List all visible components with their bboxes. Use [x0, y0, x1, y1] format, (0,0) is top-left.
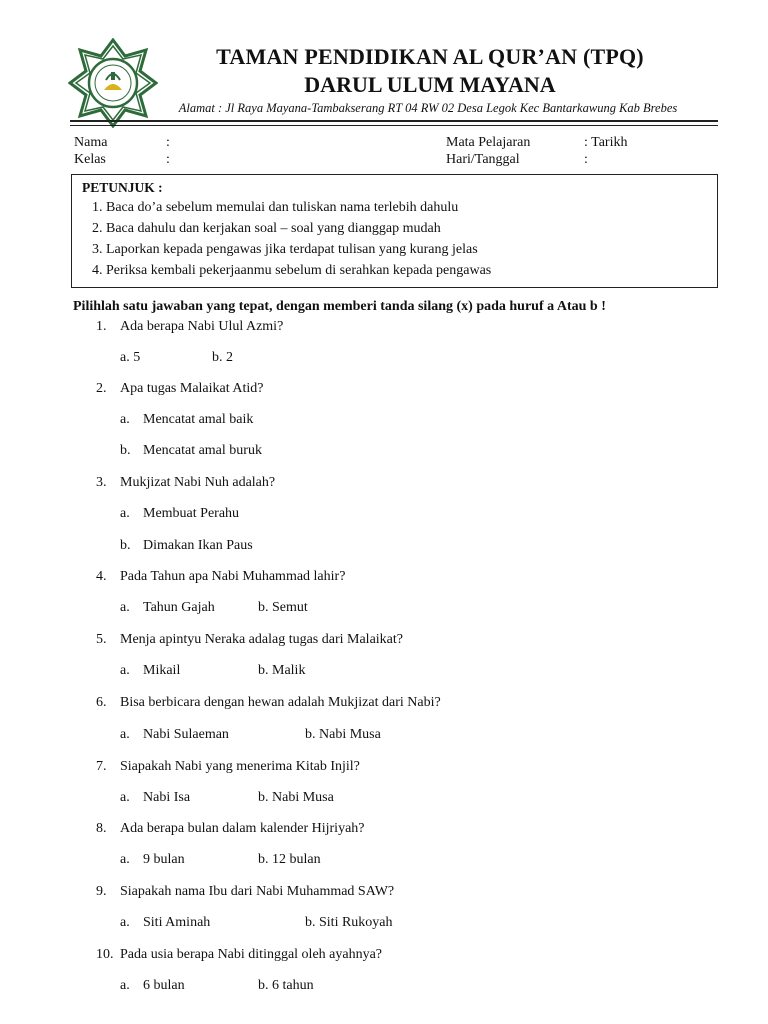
option-a-marker[interactable]: a. [120, 506, 130, 521]
question-text: Pada usia berapa Nabi ditinggal oleh ayahnya? [120, 947, 383, 962]
petunjuk-item: 3. Laporkan kepada pengawas jika terdapat tulisan yang kurang jelas [92, 242, 478, 257]
option-a[interactable]: Membuat Perahu [143, 506, 240, 521]
question-number: 6. [96, 695, 107, 710]
question-number: 9. [96, 884, 107, 899]
option-a[interactable]: 9 bulan [143, 852, 185, 867]
question-number: 5. [96, 632, 107, 647]
petunjuk-item: 2. Baca dahulu dan kerjakan soal – soal yang dianggap mudah [92, 221, 441, 236]
option-b[interactable]: b. Siti Rukoyah [305, 915, 393, 930]
school-address: Alamat : Jl Raya Mayana-Tambakserang RT 04 RW 02 Desa Legok Kec Bantarkawung Kab Brebes [178, 101, 678, 115]
option-a[interactable]: Nabi Isa [143, 790, 191, 805]
option-a-marker[interactable]: a. [120, 663, 130, 678]
kelas-colon: : [166, 152, 170, 167]
option-a-marker[interactable]: a. [120, 852, 130, 867]
option-b[interactable]: b. Nabi Musa [258, 790, 334, 805]
hari-value: : [584, 152, 588, 167]
question-text: Menja apintyu Neraka adalag tugas dari Malaikat? [120, 632, 403, 647]
nama-label: Nama [74, 135, 108, 150]
option-a[interactable]: a. 5 [120, 350, 141, 365]
instruction-text: Pilihlah satu jawaban yang tepat, dengan memberi tanda silang (x) pada huruf a Atau b ! [73, 299, 606, 314]
header-rule-thin [70, 125, 718, 126]
option-b[interactable]: b. Semut [258, 600, 308, 615]
option-b[interactable]: Dimakan Ikan Paus [143, 538, 253, 553]
question-number: 1. [96, 319, 107, 334]
question-number: 2. [96, 381, 107, 396]
question-number: 3. [96, 475, 107, 490]
kelas-label: Kelas [74, 152, 106, 167]
question-text: Siapakah nama Ibu dari Nabi Muhammad SAW? [120, 884, 395, 899]
option-b-marker[interactable]: b. [120, 538, 131, 553]
petunjuk-item: 4. Periksa kembali pekerjaanmu sebelum di serahkan kepada pengawas [92, 263, 492, 278]
option-a-marker[interactable]: a. [120, 790, 130, 805]
option-b[interactable]: b. 6 tahun [258, 978, 314, 993]
option-a-marker[interactable]: a. [120, 978, 130, 993]
header-rule-thick [70, 120, 718, 122]
option-a[interactable]: Mencatat amal baik [143, 412, 254, 427]
question-text: Ada berapa Nabi Ulul Azmi? [120, 319, 284, 334]
question-text: Pada Tahun apa Nabi Muhammad lahir? [120, 569, 346, 584]
nama-colon: : [166, 135, 170, 150]
option-a[interactable]: Mikail [143, 663, 181, 678]
option-b[interactable]: b. 12 bulan [258, 852, 321, 867]
option-a-marker[interactable]: a. [120, 727, 130, 742]
question-number: 4. [96, 569, 107, 584]
option-a[interactable]: Nabi Sulaeman [143, 727, 229, 742]
question-number: 7. [96, 759, 107, 774]
option-a-marker[interactable]: a. [120, 600, 130, 615]
question-text: Ada berapa bulan dalam kalender Hijriyah? [120, 821, 365, 836]
question-number: 10. [96, 947, 114, 962]
option-a-marker[interactable]: a. [120, 412, 130, 427]
mapel-value: : Tarikh [584, 135, 628, 150]
petunjuk-item: 1. Baca do’a sebelum memulai dan tuliskan nama terlebih dahulu [92, 200, 459, 215]
option-b[interactable]: b. Nabi Musa [305, 727, 381, 742]
option-b[interactable]: b. Malik [258, 663, 306, 678]
option-b[interactable]: b. 2 [212, 350, 233, 365]
petunjuk-title: PETUNJUK : [82, 180, 163, 195]
option-a-marker[interactable]: a. [120, 915, 130, 930]
question-text: Mukjizat Nabi Nuh adalah? [120, 475, 276, 490]
school-name: DARUL ULUM MAYANA [304, 72, 556, 97]
option-b-marker[interactable]: b. [120, 443, 131, 458]
tpq-logo [68, 38, 158, 128]
question-number: 8. [96, 821, 107, 836]
question-text: Bisa berbicara dengan hewan adalah Mukjizat dari Nabi? [120, 695, 441, 710]
school-title: TAMAN PENDIDIKAN AL QUR’AN (TPQ) [216, 44, 644, 69]
option-a[interactable]: 6 bulan [143, 978, 185, 993]
mapel-label: Mata Pelajaran [446, 135, 531, 150]
hari-label: Hari/Tanggal [446, 152, 520, 167]
question-text: Apa tugas Malaikat Atid? [120, 381, 264, 396]
option-a[interactable]: Siti Aminah [143, 915, 211, 930]
option-a[interactable]: Tahun Gajah [143, 600, 215, 615]
question-text: Siapakah Nabi yang menerima Kitab Injil? [120, 759, 360, 774]
option-b[interactable]: Mencatat amal buruk [143, 443, 262, 458]
